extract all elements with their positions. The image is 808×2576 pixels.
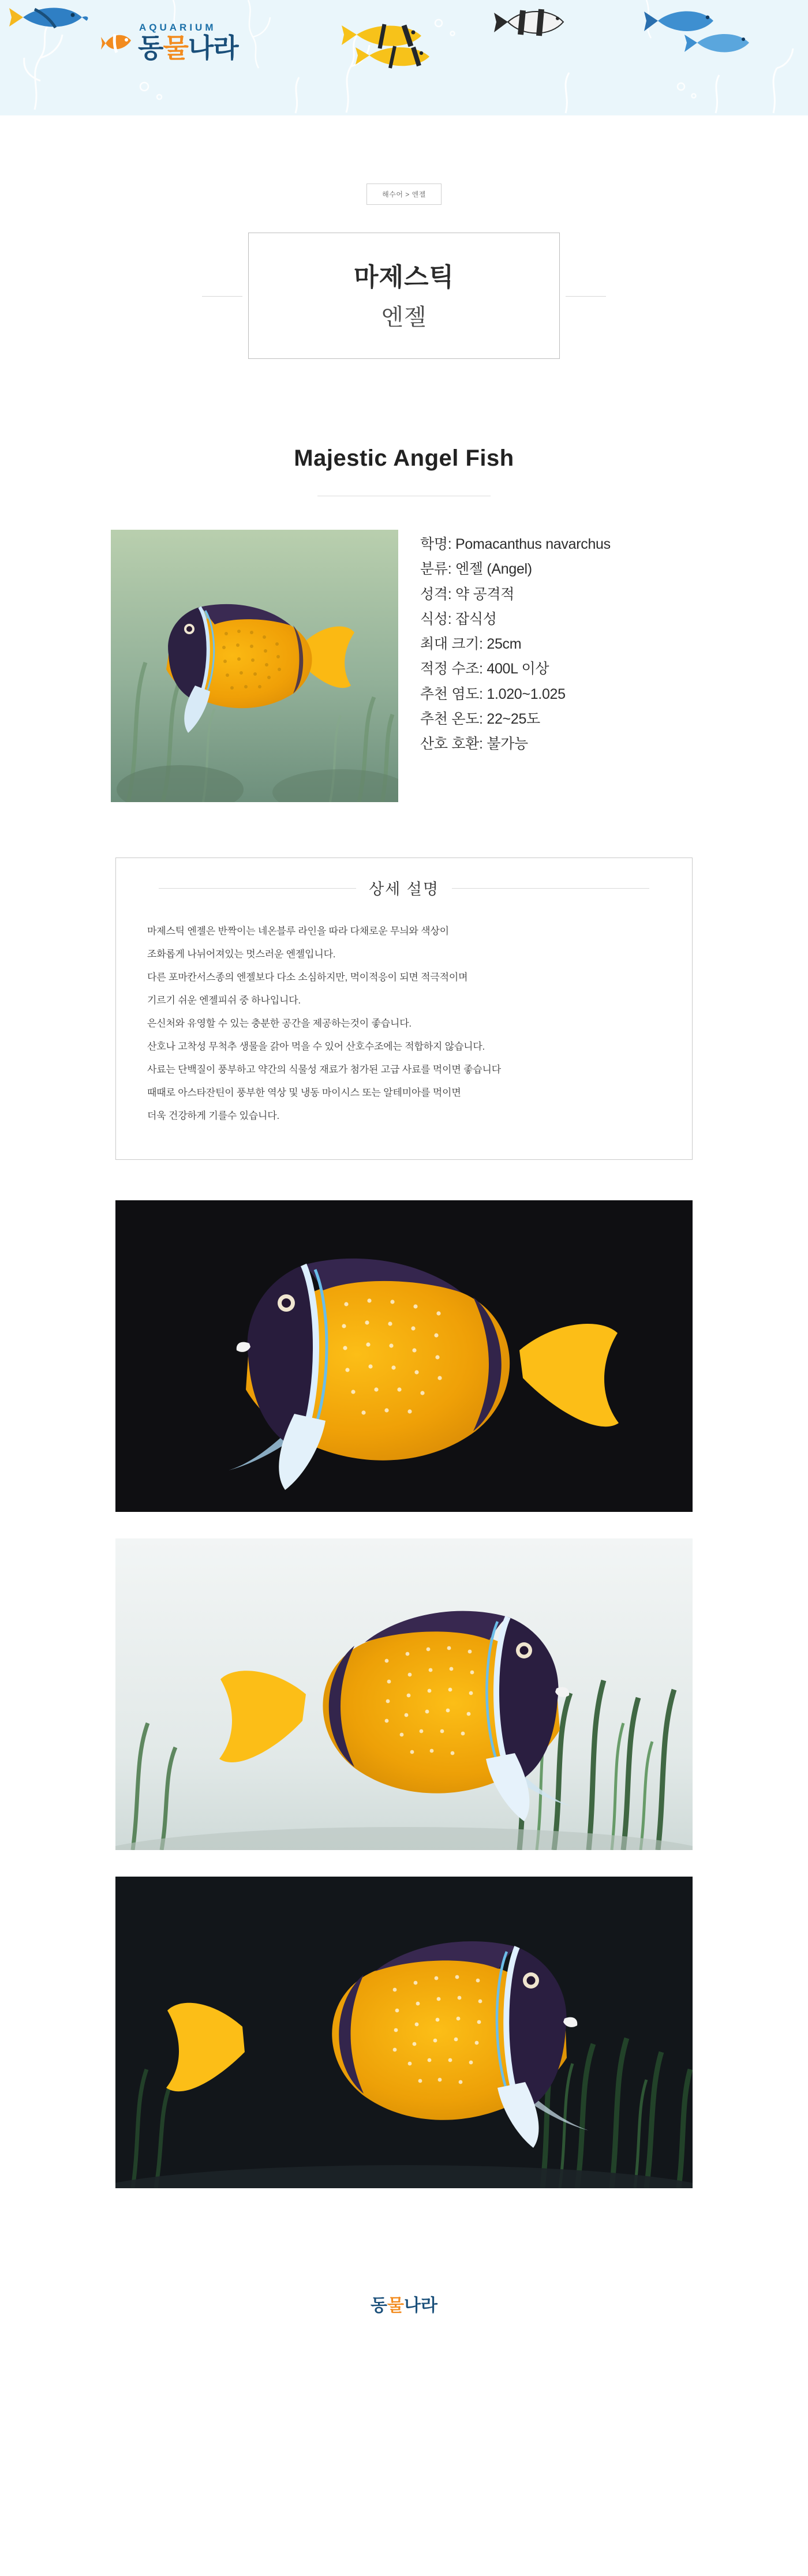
detail-text-line: 사료는 단백질이 풍부하고 약간의 식물성 재료가 첨가된 고급 사료를 먹이면 좋습니다 [147,1064,502,1075]
spec-list [420,530,697,802]
spec-item: 추천 온도: 22~25도 [420,710,540,727]
gallery-photo-1 [115,1200,693,1512]
spec-item: 최대 크기: 25cm [420,636,522,652]
product-title-box [248,233,560,359]
spec-item: 산호 호환: 불가능 [420,736,528,752]
title-rule-left [202,296,242,297]
gallery-photo-3 [115,1877,693,2188]
photo-gallery [0,1200,808,2188]
english-title: Majestic Angel Fish [294,445,514,471]
footer-logo[interactable] [371,2291,437,2316]
detail-text-line: 산호나 고착성 무척추 생물을 갉아 먹을 수 있어 산호수조에는 적합하지 않습니다. [147,1040,485,1052]
page-title: 마제스틱 [353,263,454,291]
detail-heading-row [147,877,661,899]
logo-ko-3: 나라 [188,33,238,63]
logo-korean-text [138,35,238,61]
detail-text-line: 더욱 건강하게 기를수 있습니다. [147,1110,279,1121]
footer-ko-3: 나라 [404,2296,437,2316]
site-logo[interactable] [101,22,238,61]
spec-item: 적정 수조: 400L 이상 [420,661,549,677]
detail-text-line: 은신처와 유영할 수 있는 충분한 공간을 제공하는것이 좋습니다. [147,1017,412,1029]
detail-text-line: 조화롭게 나뉘어져있는 멋스러운 엔젤입니다. [147,948,336,960]
main-product-photo [111,530,398,802]
logo-fish-icon [101,30,133,57]
gallery-photo-2 [115,1538,693,1850]
detail-heading: 상세 설명 [356,877,452,899]
detail-description-box [115,858,693,1160]
spec-item: 성격: 약 공격적 [420,586,515,602]
logo-ko-1: 동 [138,33,163,63]
spec-item: 추천 염도: 1.020~1.025 [420,686,566,702]
spec-item: 분류: 엔젤 (Angel) [420,561,532,578]
logo-aquarium-text: AQUARIUM [139,22,216,33]
detail-text-line: 기르기 쉬운 엔젤피쉬 중 하나입니다. [147,994,301,1006]
detail-text-line: 다른 포마칸서스종의 엔젤보다 다소 소심하지만, 먹이적응이 되면 적극적이며 [147,971,468,983]
logo-ko-2: 물 [163,33,188,63]
breadcrumb-row [0,184,808,205]
breadcrumb[interactable]: 해수어 > 엔젤 [366,184,442,205]
page-subtitle: 엔젤 [381,305,427,330]
site-header [0,0,808,115]
spec-item: 학명: Pomacanthus navarchus [420,536,611,552]
title-rule-right [566,296,606,297]
info-section [0,530,808,802]
spec-item: 식성: 잡식성 [420,611,497,627]
footer-ko-2: 물 [387,2296,404,2316]
footer-ko-1: 동 [371,2296,388,2316]
site-footer [0,2252,808,2356]
detail-text-line: 때때로 아스타잔틴이 풍부한 역상 및 냉동 마이시스 또는 알테미아를 먹이면 [147,1087,461,1098]
detail-text-line: 마제스틱 엔젤은 반짝이는 네온블루 라인을 따라 다채로운 무늬와 색상이 [147,926,449,937]
product-title-block [248,233,560,359]
